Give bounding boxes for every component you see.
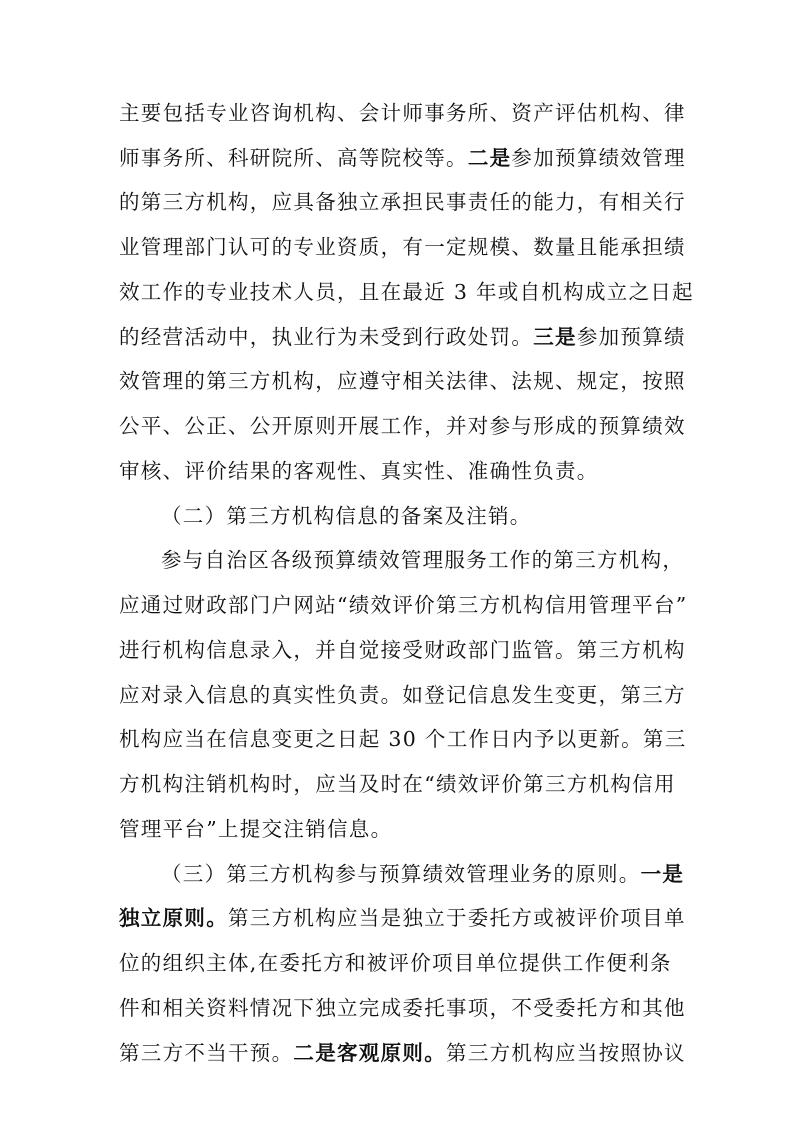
line-text: 方机构注销机构时，应当及时在“绩效评价第三方机构信用 xyxy=(119,772,676,796)
bold-text: 一是 xyxy=(640,862,685,886)
line-text: 件和相关资料情况下独立完成委托事项，不受委托方和其他 xyxy=(119,996,686,1020)
line-text: 效管理的第三方机构，应遵守相关法律、法规、规定，按照 xyxy=(119,369,686,393)
line-text: 效工作的专业技术人员，且在最近 3 年或自机构成立之日起 xyxy=(119,280,694,304)
paragraph-line xyxy=(119,228,686,266)
paragraph-line xyxy=(119,631,686,669)
paragraph-line xyxy=(119,139,686,177)
paragraph-line xyxy=(119,1034,686,1072)
line-text: 审核、评价结果的客观性、真实性、准确性负责。 xyxy=(119,459,599,483)
paragraph-line xyxy=(119,720,687,758)
section-heading xyxy=(161,855,684,893)
paragraph-line xyxy=(119,810,392,848)
bold-text: 二是 xyxy=(467,146,512,170)
line-text: 主要包括专业咨询机构、会计师事务所、资产评估机构、律 xyxy=(119,101,686,125)
line-text: 第三方机构应当按照协议 xyxy=(446,1041,686,1065)
line-text: 位的组织主体,在委托方和被评价项目单位提供工作便利条 xyxy=(119,951,672,975)
paragraph-line xyxy=(161,541,684,579)
line-text: 进行机构信息录入，并自觉接受财政部门监管。第三方机构 xyxy=(119,638,686,662)
paragraph-line xyxy=(119,273,694,311)
heading-text: （二）第三方机构信息的备案及注销。 xyxy=(161,504,532,528)
line-text: 应对录入信息的真实性负责。如登记信息发生变更，第三方 xyxy=(119,683,686,707)
line-text: 管理平台”上提交注销信息。 xyxy=(119,817,393,841)
paragraph-line xyxy=(119,586,688,624)
paragraph-line xyxy=(119,676,686,714)
paragraph-line xyxy=(119,407,686,445)
line-text: 参与自治区各级预算绩效管理服务工作的第三方机构， xyxy=(161,548,685,572)
paragraph-line xyxy=(119,362,686,400)
paragraph-line xyxy=(119,944,672,982)
paragraph-line xyxy=(119,318,686,356)
line-text: 机构应当在信息变更之日起 30 个工作日内予以更新。第三 xyxy=(119,727,687,751)
paragraph-line xyxy=(119,899,686,937)
bold-text: 二是客观原则。 xyxy=(293,1041,447,1065)
bold-text: 三是 xyxy=(533,325,577,349)
line-text: 公平、公正、公开原则开展工作，并对参与形成的预算绩效 xyxy=(119,414,686,438)
paragraph-line xyxy=(119,989,686,1027)
line-text: 应通过财政部门户网站“绩效评价第三方机构信用管理平台” xyxy=(119,593,688,617)
line-text: 师事务所、科研院所、高等院校等。 xyxy=(119,146,468,170)
bold-text: 独立原则。 xyxy=(119,906,228,930)
paragraph-line xyxy=(119,452,599,490)
line-text: 参加预算绩效管理 xyxy=(511,146,686,170)
line-text: 参加预算绩 xyxy=(576,325,686,349)
line-text: 的第三方机构，应具备独立承担民事责任的能力，有相关行 xyxy=(119,190,686,214)
line-text: 业管理部门认可的专业资质，有一定规模、数量且能承担绩 xyxy=(119,235,686,259)
paragraph-line xyxy=(119,183,686,221)
line-text: 第三方不当干预。 xyxy=(119,1041,294,1065)
paragraph-line xyxy=(119,765,676,803)
line-text: 第三方机构应当是独立于委托方或被评价项目单 xyxy=(228,906,686,930)
section-heading xyxy=(161,497,532,535)
paragraph-line xyxy=(119,94,686,132)
line-text: 的经营活动中，执业行为未受到行政处罚。 xyxy=(119,325,534,349)
heading-text: （三）第三方机构参与预算绩效管理业务的原则。 xyxy=(161,862,641,886)
